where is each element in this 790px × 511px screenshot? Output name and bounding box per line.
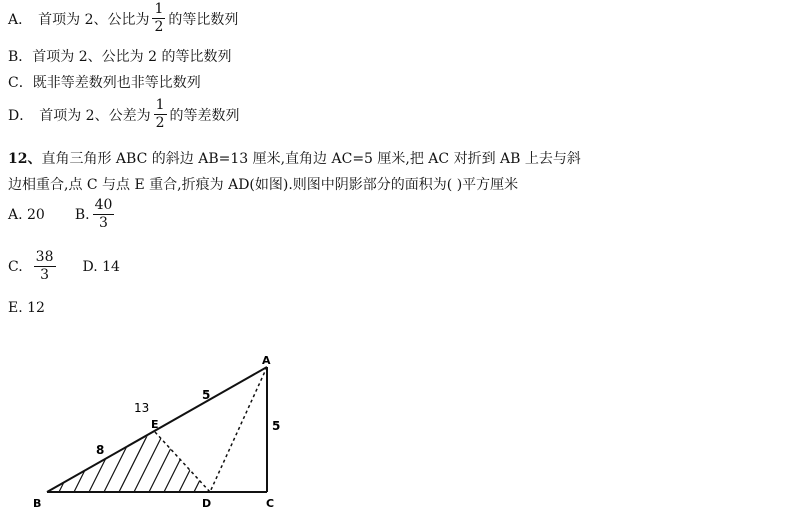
choices-row-3 [8,300,45,316]
question-number: 12、 [8,151,42,167]
choices-row-1 [8,198,117,231]
option-c [8,72,201,92]
point-a-label: A [262,354,271,367]
triangle-figure [0,350,300,511]
option-a-prefix: A． [8,11,33,28]
option-a-text: 首项为 2、公比为 [38,11,150,28]
measure-ab: 13 [134,401,150,415]
option-d-denominator: 2 [155,115,165,131]
choices-row-2 [8,250,120,283]
choice-c-fraction [34,250,56,283]
option-d-fraction [154,98,167,131]
option-d-text: 首项为 2、公差为 [39,107,151,124]
choice-d: D. 14 [82,258,120,275]
fold-line-ed [155,432,210,492]
question-12-line-2 [8,174,518,194]
measure-ac: 5 [272,419,281,433]
measure-be: 8 [96,443,105,457]
option-b-text: B．首项为 2、公比为 2 的等比数列 [8,49,232,65]
option-a-suffix: 的等比数列 [168,11,239,28]
choice-c-numerator: 38 [35,249,54,265]
choice-a: A. 20 [8,206,45,223]
choice-b-numerator: 40 [94,197,113,213]
choice-b-fraction [93,198,115,231]
choice-b-label: B. [74,206,90,223]
option-a [8,2,238,35]
option-c-text: C．既非等差数列也非等比数列 [8,75,201,91]
option-a-fraction [152,2,165,35]
question-text-line-1: 直角三角形 ABC 的斜边 AB=13 厘米,直角边 AC=5 厘米,把 AC 对折到 AB 上去与斜 [41,151,581,167]
point-b-label: B [33,497,42,510]
option-d-suffix: 的等差数列 [169,107,240,124]
point-c-label: C [266,497,275,510]
choice-e: E. 12 [8,300,45,316]
option-a-denominator: 2 [154,19,164,35]
choice-c-label: C. [8,258,23,275]
option-d-numerator: 1 [155,97,165,113]
fold-line-ad [210,367,267,492]
question-text-line-2: 边相重合,点 C 与点 E 重合,折痕为 AD(如图).则图中阴影部分的面积为( )平方厘米 [8,177,519,193]
choice-b-denominator: 3 [99,215,108,231]
option-d-prefix: D． [8,107,34,124]
shaded-region [40,420,230,500]
option-b [8,46,231,66]
point-e-label: E [151,418,159,431]
point-d-label: D [202,497,212,510]
option-a-numerator: 1 [154,1,164,17]
measure-ae: 5 [202,388,211,402]
option-d [8,98,240,131]
question-12-line-1 [8,148,581,168]
choice-c-denominator: 3 [40,267,50,283]
